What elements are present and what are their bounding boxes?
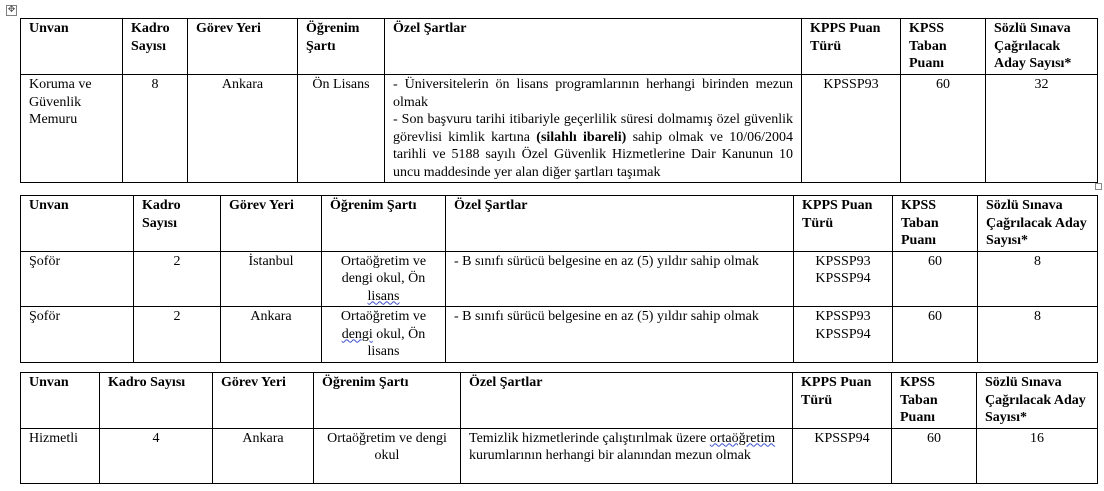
header-ozel-sartlar: Özel Şartlar (385, 19, 802, 75)
header-ogrenim-sarti: Öğrenim Şartı (298, 19, 385, 75)
cell-unvan: Hizmetli (21, 428, 100, 483)
cell-taban-puan: 60 (901, 75, 986, 183)
table-row (21, 251, 1098, 307)
header-ogrenim-sarti: Öğrenim Şartı (314, 373, 461, 429)
ogrenim-text-spell: lisans (367, 288, 400, 304)
header-ozel-sartlar: Özel Şartlar (446, 196, 794, 252)
cell-kadro: 4 (100, 428, 213, 483)
puan-turu-1: KPSSP93 (815, 253, 871, 269)
header-gorev-yeri: Görev Yeri (188, 19, 298, 75)
cell-kadro: 8 (123, 75, 188, 183)
ozel-text-end: kurumlarının herhangi bir alanından mezun olmak (469, 448, 751, 463)
cell-unvan: Şoför (21, 251, 134, 307)
header-gorev-yeri: Görev Yeri (213, 373, 314, 429)
header-kadro-sayisi: Kadro Sayısı (134, 196, 221, 252)
ozel-sart-2-bold: (silahlı ibareli) (536, 129, 627, 145)
puan-turu-2: KPSSP94 (815, 271, 871, 286)
cell-aday-sayisi: 8 (978, 307, 1098, 363)
header-puan-turu: KPPS Puan Türü (794, 196, 893, 252)
ogrenim-text-spell: dengi (341, 326, 373, 342)
cell-taban-puan: 60 (893, 307, 978, 363)
cell-aday-sayisi: 32 (986, 75, 1098, 183)
cell-taban-puan: 60 (892, 428, 977, 483)
header-kadro-sayisi: Kadro Sayısı (100, 373, 213, 429)
cell-kadro: 2 (134, 251, 221, 307)
table-header-row (21, 19, 1098, 75)
header-kadro-sayisi: Kadro Sayısı (123, 19, 188, 75)
ogrenim-text-end: okul, Ön lisans (367, 326, 426, 359)
cell-aday-sayisi: 16 (977, 428, 1098, 483)
cell-gorev-yeri: Ankara (221, 307, 322, 363)
cell-gorev-yeri: Ankara (213, 428, 314, 483)
ozel-sart-2 (393, 111, 793, 181)
cell-unvan: Şoför (21, 307, 134, 363)
ogrenim-text: Ortaöğretim ve (340, 309, 427, 324)
cell-ozel-sartlar: - B sınıfı sürücü belgesine en az (5) yıldır sahip olmak (446, 307, 794, 363)
table-row (21, 75, 1098, 183)
table-hizmetli (20, 372, 1098, 484)
cell-ogrenim: Ortaöğretim ve dengi okul (314, 428, 461, 483)
ozel-text-spell: ortaöğretim (709, 430, 776, 446)
cell-puan-turu: KPSSP94 (793, 428, 892, 483)
header-unvan: Unvan (21, 19, 123, 75)
table-row (21, 428, 1098, 483)
ozel-text: Temizlik hizmetlerinde çalıştırılmak üzere (469, 430, 710, 446)
cell-ozel-sartlar (461, 428, 793, 483)
header-taban-puan: KPSS Taban Puanı (893, 196, 978, 252)
ogrenim-text: Ortaöğretim ve dengi okul, Ön (340, 253, 427, 286)
header-taban-puan: KPSS Taban Puanı (901, 19, 986, 75)
cell-puan-turu (794, 307, 893, 363)
cell-gorev-yeri: Ankara (188, 75, 298, 183)
header-aday-sayisi: Sözlü Sınava Çağrılacak Aday Sayısı* (977, 373, 1098, 429)
ozel-sart-2-text: - Son başvuru tarihi itibariyle geçerlilik süresi dolmamış özel güvenlik görevlisi kimlik kartına (393, 112, 793, 145)
header-puan-turu: KPPS Puan Türü (802, 19, 901, 75)
header-taban-puan: KPSS Taban Puanı (892, 373, 977, 429)
table-header-row (21, 373, 1098, 429)
cell-unvan: Koruma ve Güvenlik Memuru (21, 75, 123, 183)
header-aday-sayisi: Sözlü Sınava Çağrılacak Aday Sayısı* (986, 19, 1098, 75)
cell-ogrenim: Ön Lisans (298, 75, 385, 183)
cell-taban-puan: 60 (893, 251, 978, 307)
cell-ozel-sartlar (385, 75, 802, 183)
cell-ozel-sartlar: - B sınıfı sürücü belgesine en az (5) yıldır sahip olmak (446, 251, 794, 307)
header-puan-turu: KPPS Puan Türü (793, 373, 892, 429)
cell-kadro: 2 (134, 307, 221, 363)
puan-turu-1: KPSSP93 (815, 309, 871, 324)
header-aday-sayisi: Sözlü Sınava Çağrılacak Aday Sayısı* (978, 196, 1098, 252)
cell-aday-sayisi: 8 (978, 251, 1098, 307)
ozel-sart-1: - Üniversitelerin ön lisans programlarının herhangi birinden mezun olmak (393, 77, 793, 110)
table-sofor (20, 195, 1098, 363)
header-unvan: Unvan (21, 373, 100, 429)
ozel-sart-2-text-end: sahip olmak ve 10/06/2004 tarihli ve 5188 sayılı Özel Güvenlik Hizmetlerine Dair Kanunun 10 uncu maddesinde yer alan diğer şartları taşımak (393, 129, 794, 180)
table-row (21, 307, 1098, 363)
table-koruma-guvenlik (20, 18, 1098, 183)
header-ozel-sartlar: Özel Şartlar (461, 373, 793, 429)
header-unvan: Unvan (21, 196, 134, 252)
cell-ogrenim (322, 307, 446, 363)
cell-ogrenim (322, 251, 446, 307)
puan-turu-2: KPSSP94 (815, 326, 871, 342)
cell-puan-turu (794, 251, 893, 307)
cell-gorev-yeri: İstanbul (221, 251, 322, 307)
table-header-row (21, 196, 1098, 252)
table-move-handle-icon[interactable]: ✥ (7, 5, 16, 15)
header-gorev-yeri: Görev Yeri (221, 196, 322, 252)
table-resize-handle[interactable] (1095, 183, 1102, 190)
header-ogrenim-sarti: Öğrenim Şartı (322, 196, 446, 252)
cell-puan-turu: KPSSP93 (802, 75, 901, 183)
